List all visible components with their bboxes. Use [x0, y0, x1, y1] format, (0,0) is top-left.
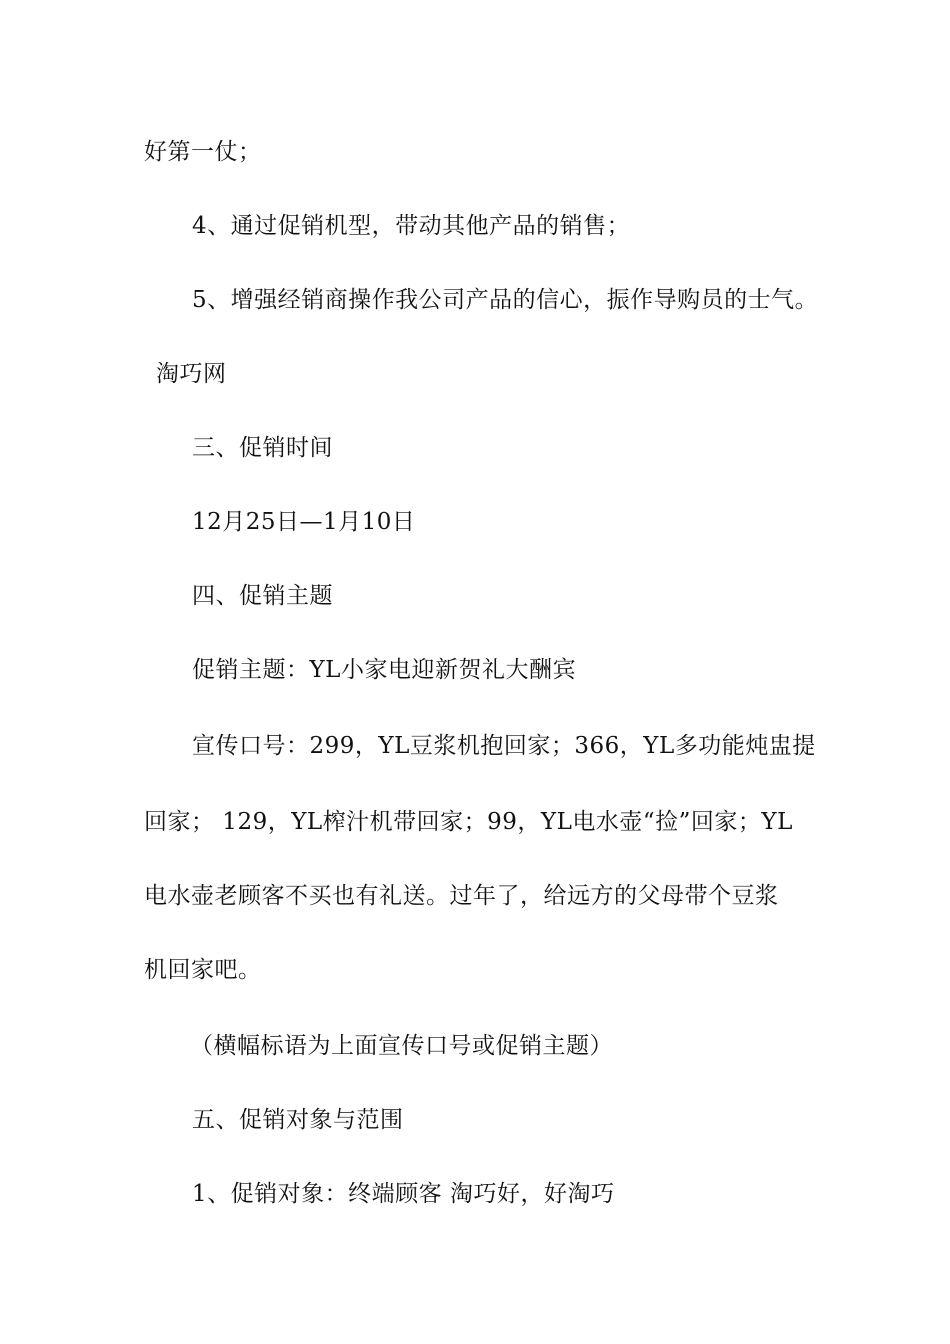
text-line-slogan-3: 电水壶老顾客不买也有礼送。过年了，给远方的父母带个豆浆	[144, 883, 779, 909]
text-line-theme: 促销主题：YL小家电迎新贺礼大酬宾	[192, 657, 576, 683]
section-heading-target-scope: 五、促销对象与范围	[192, 1107, 404, 1133]
text-line-date-range: 12月25日—1月10日	[192, 509, 416, 535]
text-line-continuation: 好第一仗；	[144, 139, 262, 165]
text-line-slogan-4: 机回家吧。	[144, 957, 262, 983]
text-line-item-4: 4、通过促销机型，带动其他产品的销售；	[192, 213, 631, 239]
text-line-slogan-1: 宣传口号：299，YL豆浆机抱回家；366，YL多功能炖盅提	[192, 733, 816, 759]
section-heading-promotion-theme: 四、促销主题	[192, 583, 333, 609]
text-line-banner-note: （横幅标语为上面宣传口号或促销主题）	[190, 1033, 613, 1059]
section-heading-promotion-time: 三、促销时间	[192, 435, 333, 461]
text-line-slogan-2: 回家； 129，YL榨汁机带回家；99，YL电水壶“捡”回家；YL	[144, 809, 793, 835]
text-line-item-5: 5、增强经销商操作我公司产品的信心，振作导购员的士气。	[192, 287, 819, 313]
text-line-target: 1、促销对象：终端顾客 淘巧好，好淘巧	[192, 1181, 615, 1207]
text-line-site-name: 淘巧网	[156, 361, 227, 387]
